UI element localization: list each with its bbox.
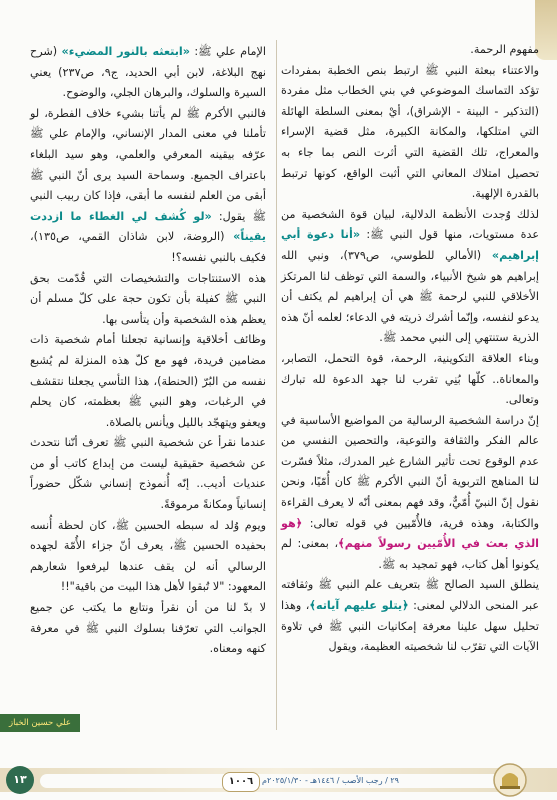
paragraph — [30, 330, 266, 433]
paragraph — [30, 269, 266, 331]
body-text: إنّ دراسة الشخصية الرسالية من المواضيع الأساسية في عالم الفكر والثقافة والتوعية، والتحصين النفسي من عدم الوقوع تحت تأثير الشارع غير المدرك، مثلاً فسّرت لنا المناهج التربوية أنّ النبي الأكرم ﷺ كان أُمّيًا، ونحن نقول إنّ النبيّ أُمّيٌّ، وقد فهم بمعنى أنّه لا يعرف القراءة والكتابة، وهذه فرية، فالأُمّيين في قوله تعالى: — [281, 413, 539, 530]
paragraph — [30, 42, 266, 104]
paragraph — [30, 104, 266, 269]
quote-text: «ابتعثه بالنور المضيء» — [61, 45, 190, 58]
page-number: ١٣ — [6, 766, 34, 794]
paragraph — [281, 411, 539, 576]
author-name: علي حسين الخباز — [0, 714, 80, 732]
body-text: (شرح نهج البلاغة، لابن أبي الحديد، ج٩، ص٢٣٧) يعني السيرة والسلوك، والبرهان الجلي، والوضوح. — [30, 45, 266, 100]
body-text: والاعتناء ببعثة النبي ﷺ ارتبط بنص الخطبة بمفردات تؤكد التماسك الموضوعي في بني الخطاب مثل مفردة (التذكير - البينة - الإشراق)، أيْ بمعنى السلطة الهائلة التي امتلكها، والمكانة الكبيرة، مثل قضية الإسراء والمعراج، تلك القضية التي أثرت النص بما جاء به تحصيل امتلاك المعاني التي أثبت الواقع، كونها ترتبط بالقدرة الإلهية. — [281, 63, 539, 201]
body-text: لذلك وُجدت الأنظمة الدلالية، لبيان قوة الشخصية من عدة مستويات، منها قول النبي ﷺ: — [281, 207, 540, 242]
body-text: ، وهذا تحليل سهل علينا معرفة إمكانيات النبي ﷺ في تلاوة الآيات التي تقرّب لنا شخصيته العظيمة، ويقول — [281, 599, 539, 654]
body-text: هذه الاستنتاجات والتشخيصات التي قُدّمت بحق النبي ﷺ كفيلة بأن تكون حجة على كلّ مسلم أن يعظم هذه الشخصية وأن يتأسى بها. — [30, 271, 266, 326]
paragraph — [30, 516, 266, 598]
column-divider — [276, 40, 277, 730]
body-text: الإمام علي ﷺ: — [189, 45, 266, 58]
body-text: ويوم وُلد له سبطه الحسين ﷺ، كان لحظة أُنسه بحفيده الحسين ﷺ، يعرف أنّ جزاء الأُمّة لجهده الرسالي أنه لن يقف عندها ليرفعوا شعارهم المعهود: — [30, 518, 266, 594]
page-footer — [0, 760, 557, 800]
quote-text: «أنا دعوة أبي إبراهيم» — [281, 228, 539, 262]
right-text-column — [281, 40, 539, 658]
quran-quote: ﴿هو الذي بعث في الأُمّيين رسولاً منهم﴾ — [281, 516, 539, 551]
body-text: "لا تُبقوا لأهل هذا البيت من باقية"!! — [60, 580, 225, 594]
paragraph — [281, 40, 539, 61]
body-text: وظائف أخلاقية وإنسانية تجعلنا أمام شخصية ذات مضامين فريدة، فهو مع كلّ هذه المنزلة لم يُشبع نفسه من البُرّ (الحنطة)، هذا التأسي يجعلنا نتقشف في الرغبات، وهو النبي ﷺ بعظمته، كان يحلم ويعفو ويتهجّد بالليل ويأنس بالصلاة. — [30, 333, 266, 429]
paragraph — [281, 205, 539, 349]
paragraph — [30, 598, 266, 660]
paragraph — [281, 349, 539, 411]
body-text: لا بدّ لنا من أن نقرأ ونتابع ما يكتب عن جميع الجوانب التي تعرّفنا بسلوك النبي ﷺ في معرفة كنهه ومعناه. — [30, 601, 266, 656]
paragraph — [281, 575, 539, 657]
body-text: (الأمالي للطوسي، ص٣٧٩)، ونبي الله إبراهيم هو شيخ الأنبياء، والسمة التي توظف لنا المرتكز الأخلاقي للنبي لرحمة ﷺ هي أن إبراهيم لم يكتف أن يدعو لنفسه، وإنّما أشرك ذريته في الدعاء؛ لعلمه أنّ هذه الذرية ستنتهي إلى النبي محمد ﷺ. — [281, 248, 539, 345]
left-text-column — [30, 42, 266, 660]
paragraph — [30, 433, 266, 515]
body-text: ، بمعنى: لم يكونوا أهل كتاب، فهو تمجيد به ﷺ. — [281, 537, 539, 571]
body-text: مفهوم الرحمة. — [470, 43, 539, 56]
issue-number: ١٠٠٦ — [222, 772, 260, 792]
body-text: فالنبي الأكرم ﷺ لم يأتنا بشيء خلاف الفطرة، لو تأملنا في معنى المدار الإنساني، والإمام علي ﷺ عرّفه بيقينه المعرفي والعلمي، وهو سيد البلغاء باعتراف الجميع. وسماحة السيد يرى أنّ النبي ﷺ أبقى من العلم لنفسه ما أبقى، فإذا كان ربيب النبي ﷺ يقول: — [30, 106, 266, 223]
shrine-logo-icon — [492, 762, 528, 798]
paragraph — [281, 61, 539, 205]
issue-date: ٢٩ / رجب الأصب / ١٤٤٦هـ - ٢٠٢٥/١/٣٠م — [262, 776, 399, 785]
body-text: ينطلق السيد الصالح ﷺ بتعريف علم النبي ﷺ وثقافته عبر المنحى الدلالي لمعنى: — [281, 578, 540, 613]
body-text: وبناء العلاقة التكوينية، الرحمة، قوة التحمل، التصابر، والمعاناة.. كلّها بُنِي تقرب لنا جهد الدعوة لله تبارك وتعالى. — [281, 351, 539, 407]
body-text: (الروضة، لابن شاذان القمي، ص١٣٥)، فكيف بالنبي نفسه؟! — [30, 230, 266, 264]
body-text: عندما نقرأ عن شخصية النبي ﷺ تعرف أنّنا نتحدث عن شخصية حقيقية ليست من إبداع كاتب أو من عنديات أديب.. إنّه أُنموذج إنساني شكّل حضوراً إنسانياً ومكانةً مرموقةً. — [30, 436, 266, 512]
quote-text: «لو كُشف لي الغطاء ما ازددت يقيناً» — [30, 209, 266, 244]
quote-text: ﴿يتلو عليهم آياته﴾ — [309, 599, 409, 613]
